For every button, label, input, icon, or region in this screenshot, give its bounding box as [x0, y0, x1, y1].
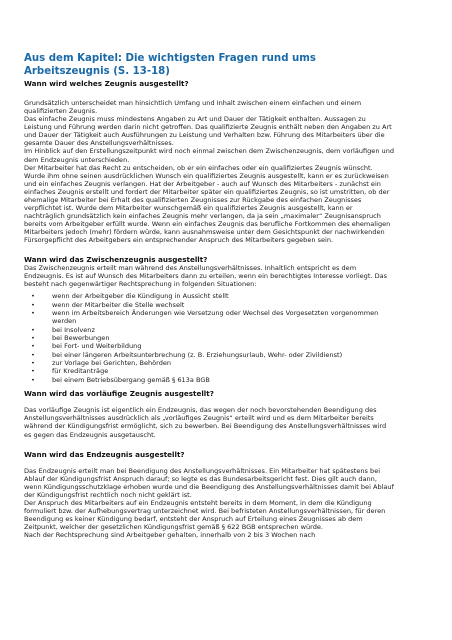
list-item-text: bei Bewerbungen [52, 334, 110, 343]
list-item-text: wenn der Mitarbeiter die Stelle wechselt [52, 300, 185, 309]
paragraph: Das einfache Zeugnis muss mindestens Angaben zu Art und Dauer der Tätigkeit enthalten. Aussagen zu Leistung und Führung werden darin nicht getroffen. Das qualifizierte Zeugnis enthält neben den Angaben zu Art und Dauer der Tätigkeit auch Ausführungen zu Leistung und Verhalten bzw. Führung des Mitarbeiters über die gesamte Dauer des Anstellungsverhältnisses. [24, 115, 392, 148]
bullet-icon: • [31, 350, 35, 359]
section-heading: Wann wird das vorläufige Zeugnis ausgestellt? [24, 389, 214, 399]
spacer [24, 459, 394, 467]
spacer [24, 439, 394, 450]
section-heading: Wann wird das Zwischenzeugnis ausgestellt? [24, 255, 208, 265]
bullet-icon: • [31, 292, 35, 301]
list-item [31, 301, 394, 309]
spacer [24, 398, 394, 406]
paragraph: Das Endzeugnis erteilt man bei Beendigung des Anstellungsverhältnisses. Ein Mitarbeiter hat spätestens bei Ablauf der Kündigungsfrist Anspruch darauf; so legte es das Bundesarbeitsgericht fest. Dies gilt auch dann, wenn Kündigungsschutzklage erhoben wurde und die Beendigung des Anstellungsverhältnisses damit bei Ablauf der Kündigungsfrist rechtlich noch nicht geklärt ist. [24, 466, 394, 499]
paragraph: Nach der Rechtsprechung sind Arbeitgeber gehalten, innerhalb von 2 bis 3 Wochen nach [24, 531, 316, 540]
list-item-text: bei einer längeren Arbeitsunterbrechung (z. B. Erziehungsurlaub, Wehr- oder Zivildienst) [52, 350, 343, 359]
bullet-icon: • [31, 300, 35, 309]
bullet-icon: • [31, 334, 35, 343]
list-item [31, 367, 394, 375]
list-item-text: wenn im Arbeitsbereich Änderungen wie Versetzung oder Wechsel des Vorgesetzten vorgenommen werden [52, 309, 379, 326]
list-item [31, 359, 394, 367]
section-heading: Wann wird welches Zeugnis ausgestellt? [24, 79, 189, 88]
paragraph: Das vorläufige Zeugnis ist eigentlich ein Endzeugnis, das wegen der noch bevorstehenden Beendigung des Anstellungsverhältnisses ausdrücklich als „vorläufiges Zeugnis“ erteilt wird und es dem Mitarbeiter bereits während der Kündigungsfrist ermöglicht, sich zu bewerben. Bei Beendigung des Anstellungsverhältnisses wird es gegen das Endzeugnis ausgetauscht. [24, 406, 387, 439]
list-item-text: bei Fort- und Weiterbildung [52, 342, 142, 351]
chapter-title: Aus dem Kapitel: Die wichtigsten Fragen rund ums Arbeitszeugnis (S. 13-18) [24, 53, 316, 77]
list-item [31, 326, 394, 334]
list-item [31, 342, 394, 350]
paragraph: Der Mitarbeiter hat das Recht zu entscheiden, ob er ein einfaches oder ein qualifiziertes Zeugnis wünscht. Wurde ihm ohne seinen ausdrücklichen Wunsch ein qualifiziertes Zeugnis ausgestellt, kann er es zurückweisen und ein einfaches Zeugnis verlangen. Hat der Arbeitgeber - auch auf Wunsch des Mitarbeiters - zunächst ein einfaches Zeugnis erstellt und fordert der Mitarbeiter später ein qualifiziertes Zeugnis, so ist umstritten, ob der ehemalige Mitarbeiter bei Erhalt des qualifizierten Zeugnisses zur Rückgabe des einfachen Zeugnisses verpflichtet ist. Wurde dem Mitarbeiter wunschgemäß ein qualifiziertes Zeugnis ausgestellt, kann er nachträglich grundsätzlich kein einfaches Zeugnis mehr verlangen, da ja sein „maximaler“ Zeugnisanspruch bereits vom Arbeitgeber erfüllt wurde. Wenn ein einfaches Zeugnis das berufliche Fortkommen des ehemaligen Mitarbeiters jedoch (mehr) fördern würde, kann ausnahmsweise unter dem Gesichtspunkt der nachwirkenden Fürsorgepflicht des Arbeitgebers ein entsprechender Anspruch des Mitarbeiters gegeben sein. [24, 163, 391, 244]
list-item-text: bei Insolvenz [52, 325, 95, 334]
spacer [24, 88, 394, 99]
document-page [24, 52, 394, 539]
paragraph: Grundsätzlich unterscheidet man hinsichtlich Umfang und Inhalt zwischen einem einfachen und einem qualifizierten Zeugnis. [24, 99, 362, 116]
list-item-text: zur Vorlage bei Gerichten, Behörden [52, 359, 172, 368]
spacer [24, 244, 394, 255]
bullet-icon: • [31, 367, 35, 376]
list-item [31, 351, 394, 359]
bullet-icon: • [31, 309, 35, 318]
bullet-icon: • [31, 359, 35, 368]
list-item [31, 309, 394, 326]
paragraph: Der Anspruch des Mitarbeiters auf ein Endzeugnis entsteht bereits in dem Moment, in dem die Kündigung formuliert bzw. der Aufhebungsvertrag unterzeichnet wird. Bei befristeten Anstellungsverhältnissen, für deren Beendigung es keiner Kündigung bedarf, entsteht der Anspruch auf Erteilung eines Zeugnisses ab dem Zeitpunkt, welcher der gesetzlichen Kündigungsfrist gemäß § 622 BGB entsprechen würde. [24, 498, 386, 532]
bullet-icon: • [31, 325, 35, 334]
bullet-icon: • [31, 342, 35, 351]
paragraph: Im Hinblick auf den Erstellungszeitpunkt wird noch einmal zwischen dem Zwischenzeugnis, dem vorläufigen und dem Endzeugnis unterschieden. [24, 147, 395, 164]
list-item-text: für Kreditanträge [52, 367, 109, 376]
list-item [31, 334, 394, 342]
paragraph: Das Zwischenzeugnis erteilt man während des Anstellungsverhältnisses. Inhaltlich entspricht es dem Endzeugnis. Es ist auf Wunsch des Mitarbeiters dann zu erteilen, wenn ein berechtigtes Interesse vorliegt. Das besteht nach gegenwärtiger Rechtsprechung in folgenden Situationen: [24, 264, 388, 289]
section-heading: Wann wird das Endzeugnis ausgestellt? [24, 449, 185, 459]
situations-list [24, 292, 394, 384]
list-item [31, 292, 394, 300]
bullet-icon: • [31, 375, 35, 384]
list-item-text: wenn der Arbeitgeber die Kündigung in Aussicht stellt [52, 292, 229, 301]
list-item-text: bei einem Betriebsübergang gemäß § 613a BGB [52, 375, 210, 384]
list-item [31, 376, 394, 384]
